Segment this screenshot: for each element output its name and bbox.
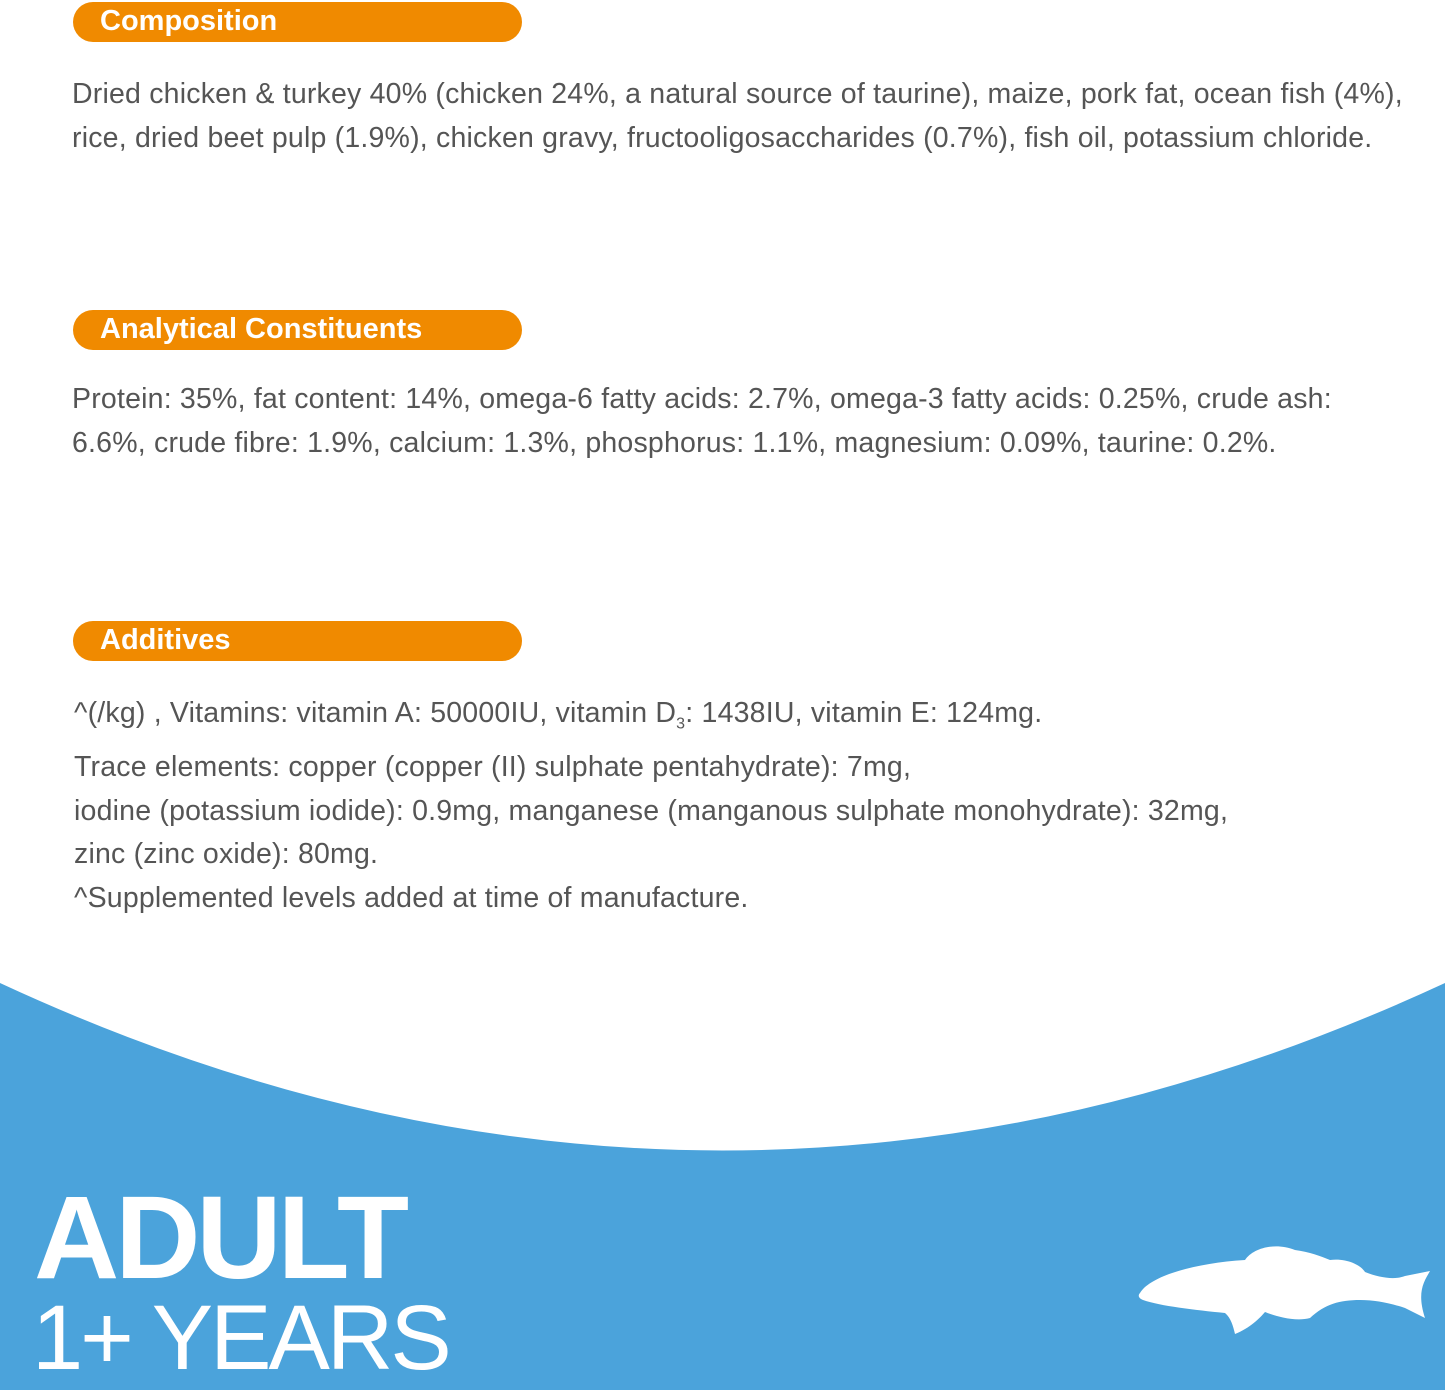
fish-icon [1135, 1238, 1435, 1343]
vitamins-text-end: : 1438IU, vitamin E: 124mg. [685, 697, 1043, 729]
additives-footnote: ^Supplemented levels added at time of manufacture. [74, 881, 749, 914]
composition-text [72, 73, 1412, 160]
additives-line-iodine: iodine (potassium iodide): 0.9mg, manganese (manganous sulphate monohydrate): 32mg, [74, 794, 1229, 827]
analytical-constituents-text [72, 378, 1412, 465]
additives-line-copper: Trace elements: copper (copper (II) sulphate pentahydrate): 7mg, [74, 751, 912, 784]
composition-paragraph: Dried chicken & turkey 40% (chicken 24%, a natural source of taurine), maize, pork fat, ocean fish (4%), rice, dried beet pulp (1.9%), chicken gravy, fructooligosaccharides (0.7%), fish oil, potassium chloride. [72, 78, 1403, 154]
composition-heading: Composition [73, 2, 522, 42]
additives-line-vitamins [74, 692, 1414, 746]
analytical-constituents-heading: Analytical Constituents [73, 310, 522, 350]
d3-subscript: 3 [676, 715, 686, 733]
vitamins-text: ^(/kg) , Vitamins: vitamin A: 50000IU, vitamin D [74, 697, 677, 729]
additives-text [74, 692, 1414, 920]
analytical-paragraph: Protein: 35%, fat content: 14%, omega-6 fatty acids: 2.7%, omega-3 fatty acids: 0.25%, crude ash: 6.6%, crude fibre: 1.9%, calcium: 1.3%, phosphorus: 1.1%, magnesium: 0.09%, taurine: 0.2%. [72, 383, 1332, 459]
additives-line-zinc: zinc (zinc oxide): 80mg. [74, 838, 379, 871]
life-stage-age: 1+ YEARS [32, 1287, 449, 1389]
additives-heading: Additives [73, 621, 522, 661]
life-stage-title: ADULT [34, 1172, 406, 1304]
